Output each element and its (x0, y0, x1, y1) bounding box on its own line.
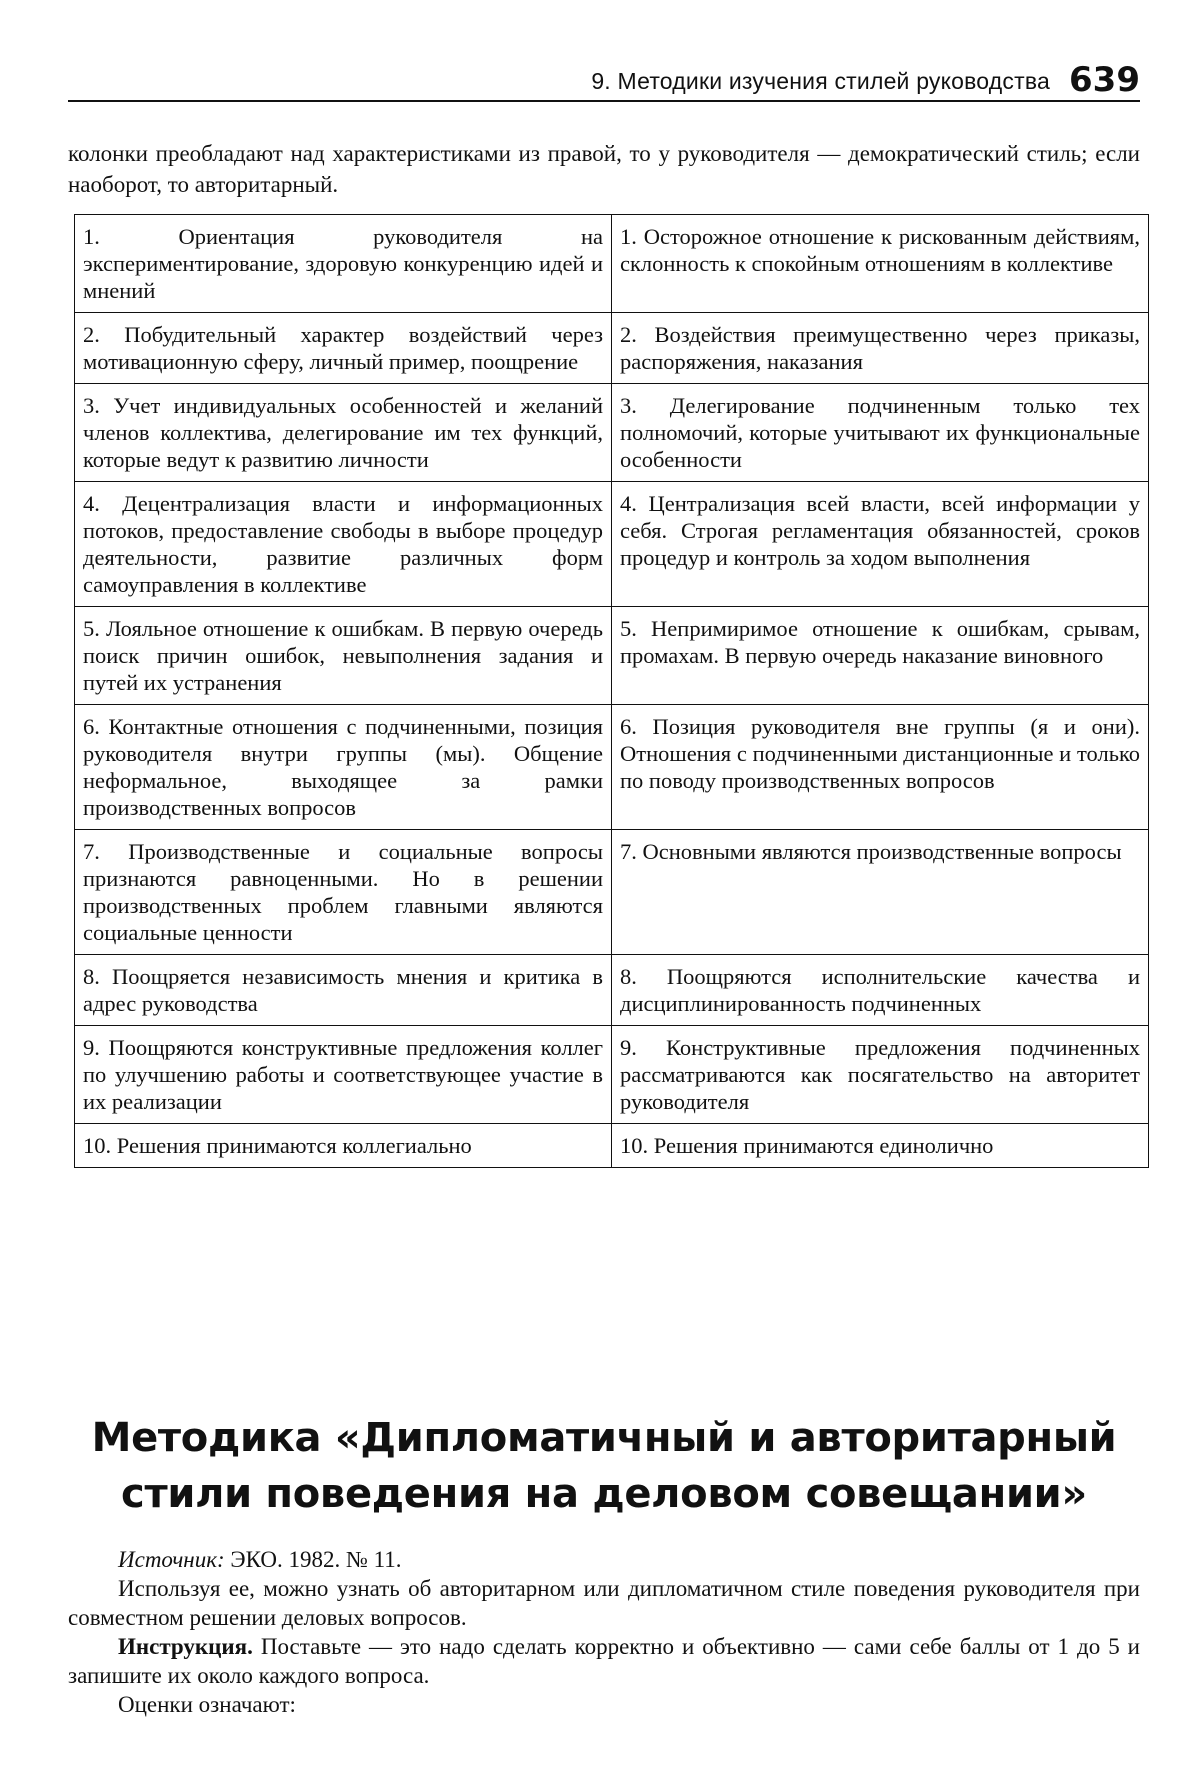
democratic-cell: 3. Учет индивидуальных особенностей и желаний членов коллектива, делегирование им тех функций, которые ведут к развитию личности (75, 384, 612, 482)
table-row (75, 955, 1149, 1026)
authoritarian-cell: 2. Воздействия преимущественно через приказы, распоряжения, наказания (612, 313, 1149, 384)
source-line (68, 1545, 1140, 1574)
instruction-text: Поставьте — это надо сделать корректно и объективно — сами себе баллы от 1 до 5 и запишите их около каждого вопроса. (68, 1634, 1140, 1688)
leadership-style-table (74, 214, 1149, 1168)
table-row (75, 384, 1149, 482)
section-heading-line: стили поведения на деловом совещании» (121, 1471, 1087, 1517)
democratic-cell: 8. Поощряется независимость мнения и критика в адрес руководства (75, 955, 612, 1026)
table-row (75, 705, 1149, 830)
authoritarian-cell: 9. Конструктивные предложения подчиненных рассматриваются как посягательство на авторитет руководителя (612, 1026, 1149, 1124)
authoritarian-cell: 6. Позиция руководителя вне группы (я и они). Отношения с подчиненными дистанционные и только по поводу производственных вопросов (612, 705, 1149, 830)
table-row (75, 1026, 1149, 1124)
page-number: 639 (1069, 60, 1140, 100)
description-paragraph: Используя ее, можно узнать об авторитарном или дипломатичном стиле поведения руководителя при совместном решении деловых вопросов. (68, 1576, 1140, 1630)
democratic-cell: 6. Контактные отношения с подчиненными, позиция руководителя внутри группы (мы). Общение неформальное, выходящее за рамки производственных вопросов (75, 705, 612, 830)
table-row (75, 215, 1149, 313)
authoritarian-cell: 7. Основными являются производственные вопросы (612, 830, 1149, 955)
source-value: ЭКО. 1982. № 11. (224, 1547, 402, 1572)
authoritarian-cell: 3. Делегирование подчиненным только тех полномочий, которые учитывают их функциональные особенности (612, 384, 1149, 482)
democratic-cell: 9. Поощряются конструктивные предложения коллег по улучшению работы и соответствующее участие в их реализации (75, 1026, 612, 1124)
table-row (75, 482, 1149, 607)
democratic-cell: 2. Побудительный характер воздействий через мотивационную сферу, личный пример, поощрение (75, 313, 612, 384)
ratings-intro: Оценки означают: (118, 1692, 296, 1717)
democratic-cell: 5. Лояльное отношение к ошибкам. В первую очередь поиск причин ошибок, невыполнения задания и путей их устранения (75, 607, 612, 705)
section-body (68, 1545, 1140, 1719)
democratic-cell: 4. Децентрализация власти и информационных потоков, предоставление свободы в выборе процедур деятельности, развитие различных форм самоуправления в коллективе (75, 482, 612, 607)
section-heading (68, 1410, 1140, 1522)
authoritarian-cell: 1. Осторожное отношение к рискованным действиям, склонность к спокойным отношениям в коллективе (612, 215, 1149, 313)
democratic-cell: 7. Производственные и социальные вопросы признаются равноценными. Но в решении производственных проблем главными являются социальные ценности (75, 830, 612, 955)
democratic-cell: 10. Решения принимаются коллегиально (75, 1124, 612, 1168)
running-header (68, 58, 1140, 102)
authoritarian-cell: 5. Непримиримое отношение к ошибкам, срывам, промахам. В первую очередь наказание виновного (612, 607, 1149, 705)
instruction-paragraph (68, 1632, 1140, 1690)
instruction-label: Инструкция. (118, 1634, 253, 1659)
table-row (75, 1124, 1149, 1168)
authoritarian-cell: 4. Централизация всей власти, всей информации у себя. Строгая регламентация обязанностей, сроков процедур и контроль за ходом выполнения (612, 482, 1149, 607)
section-heading-line: Методика «Дипломатичный и авторитарный (91, 1415, 1117, 1461)
chapter-title: 9. Методики изучения стилей руководства (591, 68, 1050, 94)
source-label: Источник: (118, 1547, 225, 1572)
table-row (75, 313, 1149, 384)
authoritarian-cell: 10. Решения принимаются единолично (612, 1124, 1149, 1168)
democratic-cell: 1. Ориентация руководителя на экспериментирование, здоровую конкуренцию идей и мнений (75, 215, 612, 313)
authoritarian-cell: 8. Поощряются исполнительские качества и дисциплинированность подчиненных (612, 955, 1149, 1026)
table-row (75, 830, 1149, 955)
table-row (75, 607, 1149, 705)
intro-paragraph: колонки преобладают над характеристиками из правой, то у руководителя — демократический стиль; если наоборот, то авторитарный. (68, 141, 1140, 197)
